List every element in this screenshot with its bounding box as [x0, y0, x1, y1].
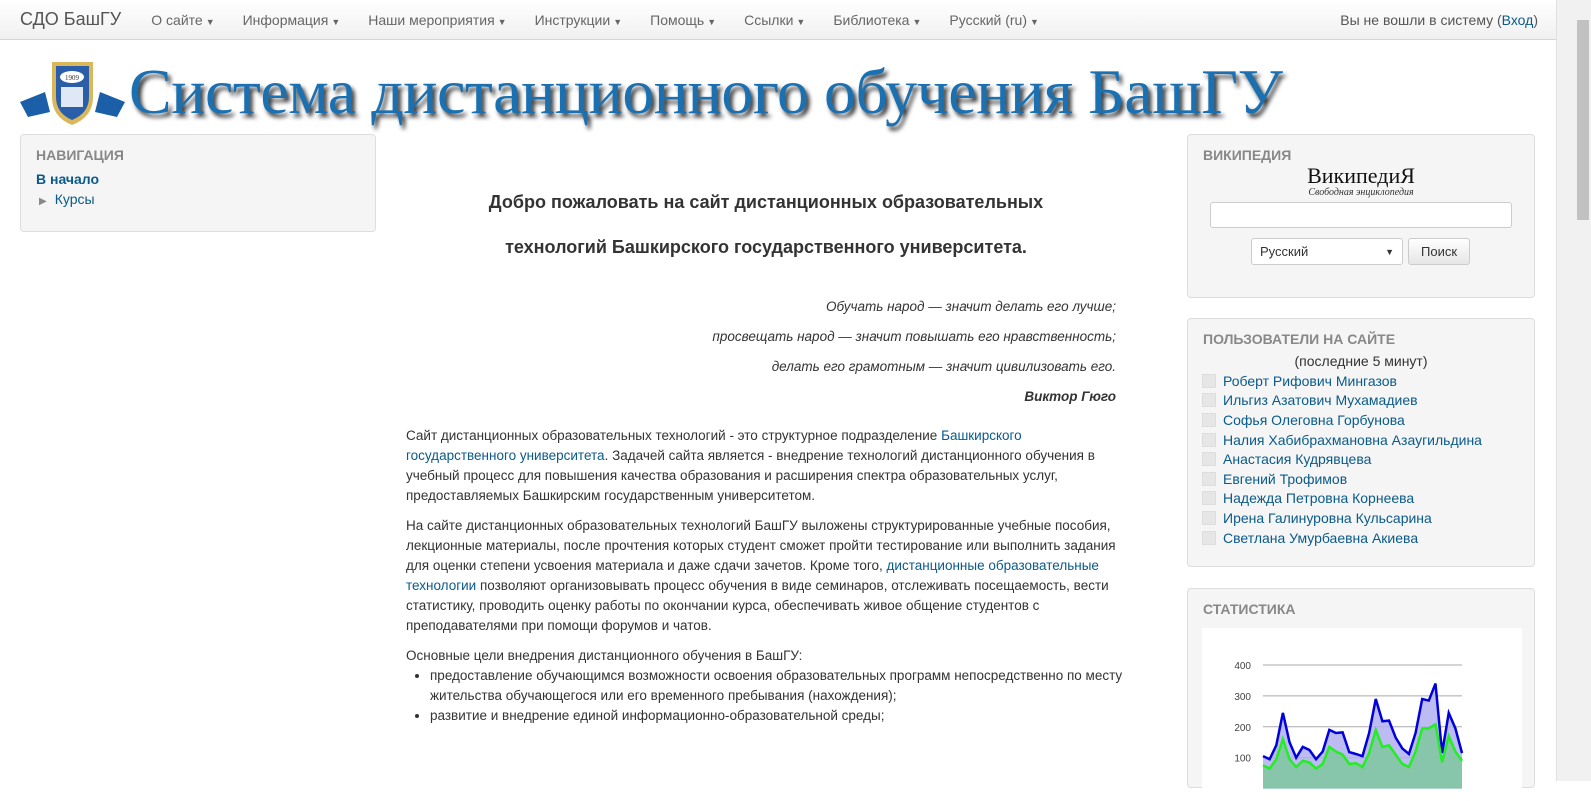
navigation-block: [20, 134, 376, 232]
wiki-slogan: Свободная энциклопедия: [1308, 187, 1414, 198]
svg-text:1909: 1909: [65, 74, 79, 82]
wiki-search-input[interactable]: [1210, 202, 1512, 228]
online-subtitle: (последние 5 минут): [1294, 353, 1428, 369]
caret-down-icon: ▼: [205, 16, 215, 27]
caret-down-icon: ▼: [796, 16, 806, 27]
wiki-controls: [1251, 238, 1534, 265]
caret-down-icon: ▼: [912, 16, 922, 27]
user-avatar-icon: [1202, 433, 1216, 447]
menu-links[interactable]: [730, 12, 819, 28]
online-user[interactable]: [1202, 449, 1534, 469]
user-link[interactable]: Ирена Галинуровна Кульсарина: [1223, 509, 1432, 526]
goal-item: • развитие и внедрение единой информационно-образовательной среды;: [430, 706, 1126, 726]
quote-line: Обучать народ — значит делать его лучше;: [825, 299, 1116, 314]
menu-label: Информация: [242, 11, 329, 28]
user-avatar-icon: [1202, 413, 1216, 427]
users-list: [1202, 371, 1534, 547]
text: На сайте дистанционных образовательных технологий БашГУ выложены структурированные учебные пособия, лекционные материалы, после прочтения которых студент сможет пройти тестирование или выполнить задания для оценки степени усвоения материала и даже сдачи зачетов. Кроме того,: [406, 518, 1116, 573]
banner-title: Система дистанционного обучения БашГУ: [129, 56, 1283, 127]
user-link[interactable]: Надежда Петровна Корнеева: [1223, 490, 1415, 507]
wiki-logo-text: ВикипедиЯ: [1307, 163, 1415, 188]
menu-help[interactable]: [636, 12, 730, 28]
wiki-language-select[interactable]: [1251, 238, 1403, 265]
menu-label: Ссылки: [744, 11, 794, 28]
login-paren: ): [1533, 11, 1538, 28]
user-link[interactable]: Евгений Трофимов: [1223, 470, 1348, 487]
caret-down-icon: ▼: [331, 16, 341, 27]
top-navbar: [0, 0, 1556, 40]
dropdown-arrow-icon: ▼: [1385, 246, 1394, 257]
user-avatar-icon: [1202, 374, 1216, 388]
nav-courses-item[interactable]: [39, 191, 375, 207]
wikipedia-logo: [1188, 165, 1534, 198]
nav-home-link[interactable]: В начало: [36, 171, 100, 187]
block-title: НАВИГАЦИЯ: [36, 147, 124, 163]
menu-events[interactable]: [354, 12, 520, 28]
goals-list: [406, 666, 1126, 726]
text: Сайт дистанционных образовательных технологий - это структурное подразделение: [406, 428, 942, 443]
goals-title: Основные цели внедрения дистанционного обучения в БашГУ:: [406, 648, 803, 663]
login-info: [1340, 12, 1538, 28]
stats-chart: [1202, 628, 1522, 798]
wikipedia-block: [1187, 134, 1535, 298]
caret-down-icon: ▼: [1030, 16, 1039, 27]
brand-link[interactable]: СДО БашГУ: [20, 9, 122, 29]
caret-down-icon: ▼: [497, 16, 507, 27]
text: . Задачей сайта является - внедрение технологий дистанционного обучения в учебный процесс для повышения качества образования и расширения спектра образовательных услуг, предоставляемых Башкирским государственным университетом.: [406, 448, 1095, 503]
menu-label: Русский (ru): [949, 11, 1027, 28]
user-avatar-icon: [1202, 491, 1216, 505]
caret-down-icon: ▼: [613, 16, 623, 27]
nav-courses-link[interactable]: Курсы: [54, 191, 95, 207]
online-users-block: [1187, 318, 1535, 567]
quote: [406, 292, 1116, 412]
online-user[interactable]: [1202, 410, 1534, 430]
menu-label: Помощь: [650, 11, 705, 28]
online-user[interactable]: [1202, 391, 1534, 411]
paragraph-1: [406, 426, 1126, 506]
distance-tech-link[interactable]: дистанционные образовательные технологии: [406, 558, 1099, 593]
user-link[interactable]: Ильгиз Азатович Мухамадиев: [1223, 392, 1418, 409]
user-link[interactable]: Роберт Рифович Мингазов: [1223, 372, 1397, 389]
text: позволяют организовывать процесс обучения в виде семинаров, отслеживать посещаемость, вести статистику, проводить оценку работы по окончании курса, обеспечивать живое общение студентов с преподавателями при помощи форумов и чатов.: [406, 578, 1109, 633]
menu-info[interactable]: [229, 12, 355, 28]
user-avatar-icon: [1202, 452, 1216, 466]
online-user[interactable]: [1202, 508, 1534, 528]
bashgu-link[interactable]: Башкирского государственного университета: [406, 428, 1022, 463]
goal-item: • предоставление обучающимся возможности освоения образовательных программ непосредственно по месту жительства обучающегося или его временного пребывания (нахождения);: [430, 666, 1126, 706]
y-tick-label: 100: [1234, 753, 1251, 765]
user-avatar-icon: [1202, 511, 1216, 525]
login-link[interactable]: Вход: [1501, 11, 1534, 28]
quote-line: просвещать народ — значит повышать его нравственность;: [712, 329, 1116, 344]
user-link[interactable]: Софья Олеговна Горбунова: [1223, 411, 1405, 428]
menu-label: О сайте: [151, 11, 203, 28]
online-user[interactable]: [1202, 528, 1534, 548]
menu-language[interactable]: [935, 12, 1053, 28]
wiki-search-button[interactable]: Поиск: [1408, 238, 1470, 265]
main-content: [406, 180, 1126, 726]
login-text: Вы не вошли в систему (: [1340, 11, 1502, 28]
user-link[interactable]: Анастасия Кудрявцева: [1223, 451, 1372, 468]
paragraph-2: [406, 516, 1126, 636]
menu-label: Библиотека: [833, 11, 910, 28]
menu-label: Наши мероприятия: [368, 11, 495, 28]
stats-chart-svg: [1202, 628, 1522, 798]
quote-author: Виктор Гюго: [1024, 389, 1116, 404]
selected-language: Русский: [1260, 244, 1309, 259]
expand-triangle-icon[interactable]: ▶: [39, 196, 47, 207]
block-title: СТАТИСТИКА: [1203, 601, 1296, 617]
y-tick-label: 200: [1234, 722, 1251, 734]
y-tick-label: 300: [1234, 691, 1251, 703]
user-avatar-icon: [1202, 531, 1216, 545]
menu-about[interactable]: [137, 12, 228, 28]
user-link[interactable]: Налия Хабибрахмановна Азаугильдина: [1223, 431, 1482, 448]
online-user[interactable]: [1202, 489, 1534, 509]
menu-instructions[interactable]: [521, 12, 637, 28]
online-user[interactable]: [1202, 430, 1534, 450]
scrollbar-thumb[interactable]: [1577, 20, 1589, 220]
statistics-block: [1187, 588, 1535, 788]
welcome-heading: Добро пожаловать на сайт дистанционных образовательных технологий Башкирского государственного университета.: [488, 192, 1044, 257]
menu-label: Инструкции: [534, 11, 611, 28]
caret-down-icon: ▼: [707, 16, 717, 27]
menu-library[interactable]: [819, 12, 935, 28]
block-title: ВИКИПЕДИЯ: [1203, 147, 1292, 163]
site-banner: [20, 55, 1282, 129]
user-avatar-icon: [1202, 472, 1216, 486]
user-avatar-icon: [1202, 393, 1216, 407]
y-tick-label: 400: [1234, 661, 1251, 672]
quote-line: делать его грамотным — значит цивилизовать его.: [771, 359, 1116, 374]
user-link[interactable]: Светлана Умурбаевна Акиева: [1223, 529, 1419, 546]
scrollbar[interactable]: [1556, 0, 1591, 781]
online-user[interactable]: [1202, 469, 1534, 489]
online-user[interactable]: [1202, 371, 1534, 391]
university-logo: [20, 57, 125, 127]
block-title: ПОЛЬЗОВАТЕЛИ НА САЙТЕ: [1203, 331, 1396, 347]
